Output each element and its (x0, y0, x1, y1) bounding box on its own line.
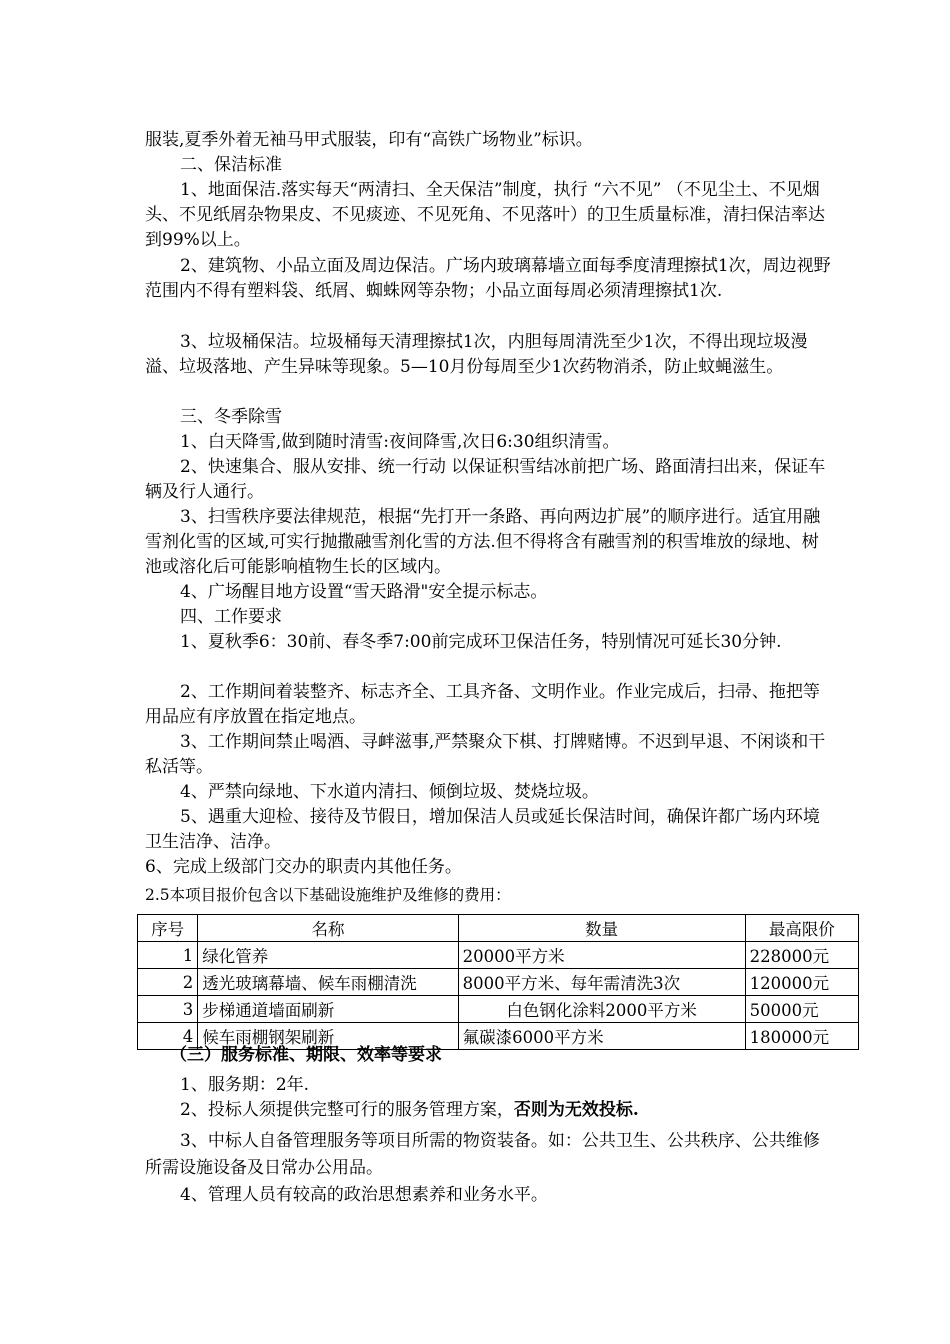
section-heading-work: 四、工作要求 (180, 607, 282, 627)
paragraph-work-4: 4、严禁向绿地、下水道内清扫、倾倒垃圾、焚烧垃圾。 (180, 782, 599, 802)
cell-qty: 氟碳漆6000平方米 (458, 1023, 745, 1050)
paragraph-work-1: 1、夏秋季6：30前、春冬季7:00前完成环卫保洁任务，特别情况可延长30分钟. (180, 632, 782, 652)
cell-price: 228000元 (745, 942, 858, 969)
paragraph-ground-cleaning: 1、地面保洁.落实每天“两清扫、全天保洁”制度，执行 “六不见” （不见尘土、不见烟头、不见纸屑杂物果皮、不见痰迹、不见死角、不见落叶）的卫生质量标准，清扫保洁率达到99%以上。 (145, 180, 825, 251)
cell-no: 1 (138, 942, 198, 969)
paragraph-snow-4: 4、广场醒目地方设置“雪天路滑"安全提示标志。 (180, 582, 548, 602)
cell-qty: 20000平方米 (458, 942, 745, 969)
cell-name: 步梯通道墙面刷新 (198, 996, 458, 1023)
section-heading-snow: 三、冬季除雪 (180, 407, 282, 427)
paragraph-work-3: 3、工作期间禁止喝酒、寻衅滋事,严禁聚众下棋、打牌赌博。不迟到早退、不闲谈和干私活等。 (145, 732, 826, 778)
cell-name: 透光玻璃幕墙、候车雨棚清洗 (198, 969, 458, 996)
cell-price: 50000元 (745, 996, 858, 1023)
paragraph-snow-3: 3、扫雪秩序要法律规范，根据“先打开一条路、再向两边扩展”的顺序进行。适宜用融雪剂化雪的区域,可实行抛撒融雪剂化雪的方法.但不得将含有融雪剂的积雪堆放的绿地、树池或溶化后可能影响植物生长的区域内。 (145, 507, 821, 578)
service-2-text: 2、投标人须提供完整可行的服务管理方案， (180, 1100, 514, 1120)
section-heading-service: （三）服务标准、期限、效率等要求 (170, 1045, 442, 1065)
table-row (138, 996, 859, 1023)
paragraph-work-5: 5、遇重大迎检、接待及节假日，增加保洁人员或延长保洁时间，确保许都广场内环境卫生洁净、洁净。 (145, 807, 820, 853)
header-name: 名称 (198, 915, 458, 942)
paragraph-work-6: 6、完成上级部门交办的职责内其他任务。 (145, 857, 462, 877)
cell-no: 2 (138, 969, 198, 996)
table-row (138, 942, 859, 969)
paragraph-service-1: 1、服务期：2年. (180, 1075, 310, 1095)
paragraph-snow-2: 2、快速集合、服从安排、统一行动 以保证积雪结冰前把广场、路面清扫出来，保证车辆及行人通行。 (145, 457, 826, 503)
paragraph-snow-1: 1、白天降雪,做到随时清雪:夜间降雪,次日6:30组织清雪。 (180, 432, 620, 452)
paragraph-service-2 (180, 1098, 639, 1123)
paragraph-work-2: 2、工作期间着装整齐、标志齐全、工具齐备、文明作业。作业完成后，扫帚、拖把等用品应有序放置在指定地点。 (145, 682, 820, 728)
header-qty: 数量 (458, 915, 745, 942)
paragraph-building-cleaning: 2、建筑物、小品立面及周边保洁。广场内玻璃幕墙立面每季度清理擦拭1次，周边视野范围内不得有塑料袋、纸屑、蜘蛛网等杂物；小品立面每周必须清理擦拭1次. (145, 256, 831, 302)
paragraph-service-4: 4、管理人员有较高的政治思想素养和业务水平。 (180, 1185, 548, 1205)
fees-caption: 2.5本项目报价包含以下基础设施维护及维修的费用： (145, 886, 511, 904)
table-header-row (138, 915, 859, 942)
table-row (138, 969, 859, 996)
header-price: 最高限价 (745, 915, 858, 942)
service-2-emphasis: 否则为无效投标. (513, 1100, 639, 1120)
fees-table (137, 914, 859, 1050)
header-no: 序号 (138, 915, 198, 942)
cell-qty: 8000平方米、每年需清洗3次 (458, 969, 745, 996)
section-heading-cleaning: 二、保洁标准 (180, 155, 282, 175)
cell-name: 绿化管养 (198, 942, 458, 969)
cell-price: 180000元 (745, 1023, 858, 1050)
cell-qty: 白色钢化涂料2000平方米 (458, 996, 745, 1023)
cell-no: 4 (138, 1023, 198, 1050)
paragraph-service-3: 3、中标人自备管理服务等项目所需的物资装备。如：公共卫生、公共秩序、公共维修所需设施设备及日常办公用品。 (145, 1131, 820, 1178)
cell-name: 候车雨棚钢架刷新 (198, 1023, 458, 1050)
paragraph-trash-bin-cleaning: 3、垃圾桶保洁。垃圾桶每天清理擦拭1次，内胆每周清洗至少1次，不得出现垃圾漫溢、垃圾落地、产生异味等现象。5—10月份每周至少1次药物消杀，防止蚊蝇滋生。 (145, 332, 808, 378)
cell-price: 120000元 (745, 969, 858, 996)
intro-line: 服装,夏季外着无袖马甲式服装，印有“高铁广场物业”标识。 (145, 130, 593, 150)
cell-no: 3 (138, 996, 198, 1023)
